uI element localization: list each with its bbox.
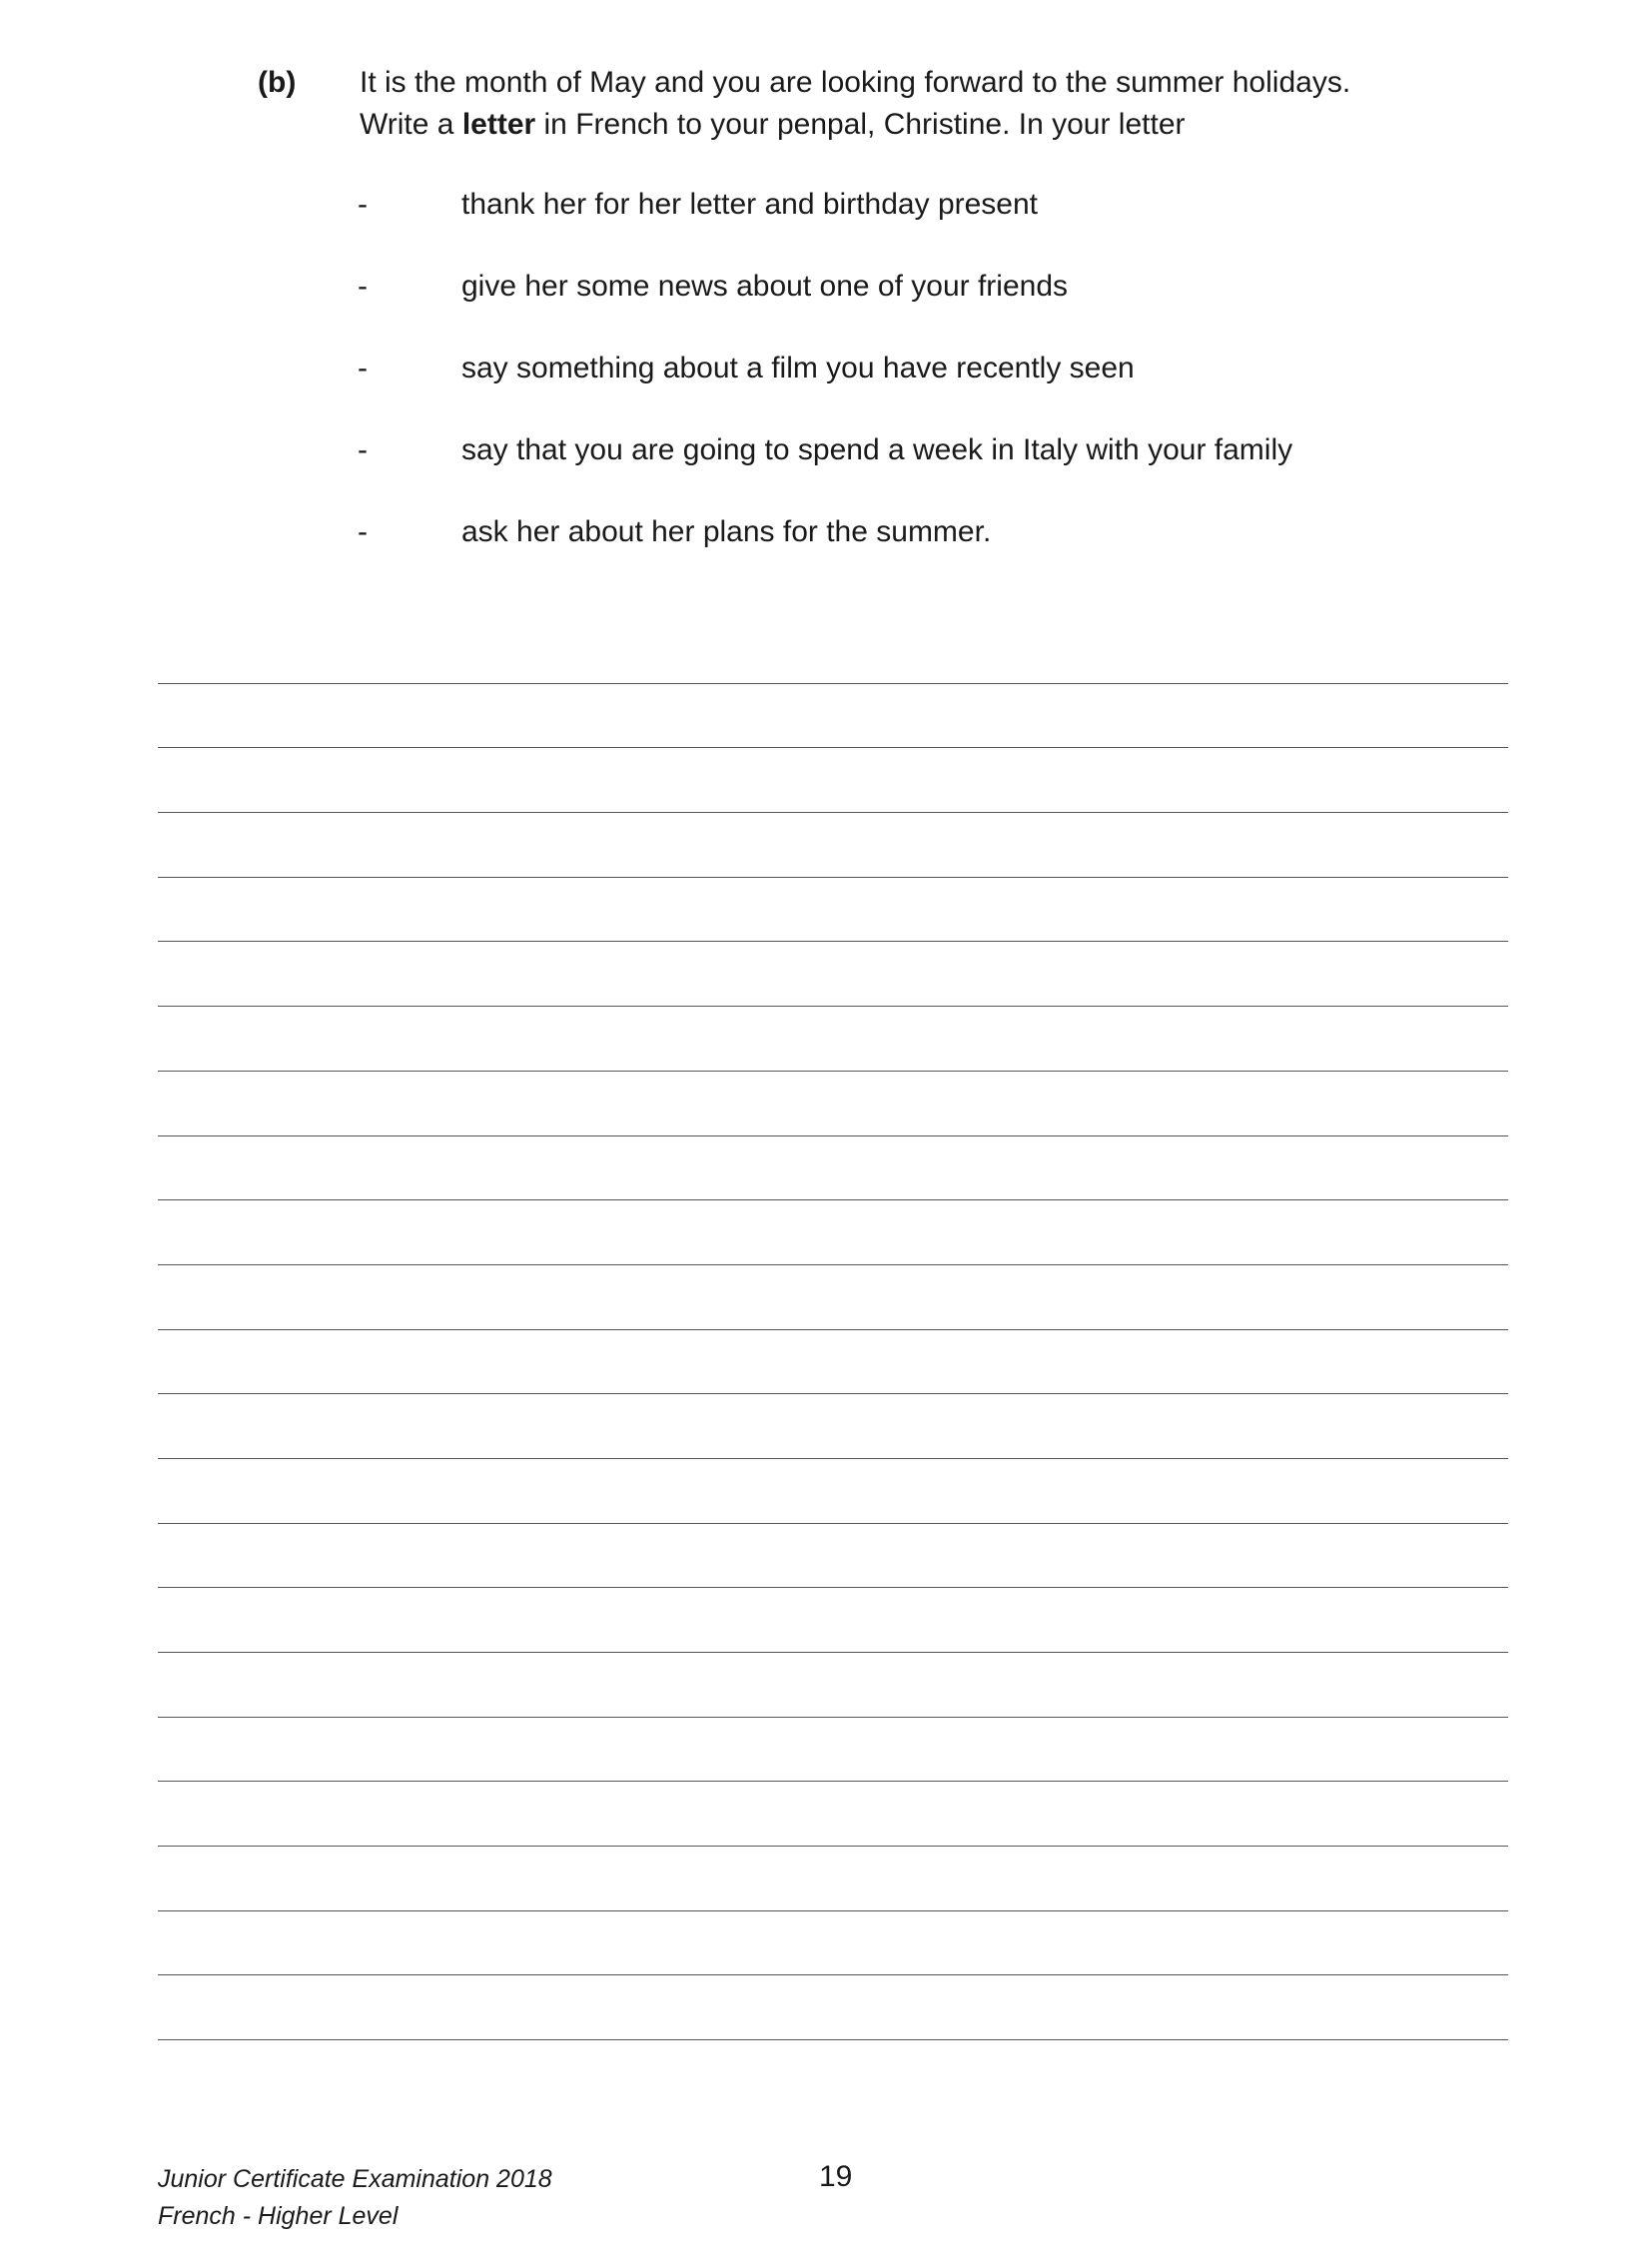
answer-line[interactable]	[158, 1459, 1508, 1524]
footer-exam-title: Junior Certificate Examination 2018	[158, 2165, 552, 2193]
task-item	[358, 266, 1476, 348]
task-text: thank her for her letter and birthday present	[461, 188, 1039, 221]
answer-line[interactable]	[158, 684, 1508, 749]
task-item	[358, 429, 1476, 511]
answer-line[interactable]	[158, 1072, 1508, 1136]
answer-line[interactable]	[158, 1136, 1508, 1201]
task-item	[358, 348, 1476, 429]
intro-line-2	[360, 104, 1478, 146]
task-list	[358, 184, 1476, 593]
answer-line[interactable]	[158, 813, 1508, 878]
task-item	[358, 184, 1476, 266]
dash-marker: -	[358, 352, 368, 384]
answer-line[interactable]	[158, 1975, 1508, 2040]
answer-line[interactable]	[158, 1007, 1508, 1072]
dash-marker: -	[358, 515, 368, 548]
question-label: (b)	[258, 66, 297, 99]
answer-line[interactable]	[158, 748, 1508, 813]
answer-line[interactable]	[158, 1653, 1508, 1718]
answer-line[interactable]	[158, 1330, 1508, 1395]
question-intro	[360, 62, 1478, 146]
answer-line[interactable]	[158, 1265, 1508, 1330]
footer-exam-level: French - Higher Level	[158, 2202, 399, 2230]
intro-bold-word: letter	[461, 108, 536, 141]
answer-line[interactable]	[158, 1588, 1508, 1653]
answer-line[interactable]	[158, 1847, 1508, 1911]
answer-writing-area[interactable]	[158, 619, 1508, 2040]
task-item	[358, 511, 1476, 593]
task-text: ask her about her plans for the summer.	[461, 515, 992, 548]
answer-line[interactable]	[158, 1524, 1508, 1589]
task-text: say that you are going to spend a week in Italy with your family	[461, 433, 1293, 466]
answer-line[interactable]	[158, 942, 1508, 1007]
answer-line[interactable]	[158, 1911, 1508, 1976]
task-text: give her some news about one of your friends	[461, 270, 1069, 303]
answer-line[interactable]	[158, 1394, 1508, 1459]
answer-line[interactable]	[158, 1718, 1508, 1783]
answer-line[interactable]	[158, 619, 1508, 684]
intro-line-2-start: Write a	[360, 108, 462, 141]
page-number: 19	[819, 2160, 853, 2193]
intro-line-2-end: in French to your penpal, Christine. In your letter	[535, 108, 1186, 141]
answer-line[interactable]	[158, 878, 1508, 943]
dash-marker: -	[358, 188, 368, 221]
answer-line[interactable]	[158, 1782, 1508, 1847]
dash-marker: -	[358, 433, 368, 466]
intro-line-1: It is the month of May and you are looking forward to the summer holidays.	[360, 66, 1351, 99]
task-text: say something about a film you have recently seen	[461, 352, 1135, 384]
footer-exam-info	[158, 2161, 552, 2235]
answer-line[interactable]	[158, 1200, 1508, 1265]
dash-marker: -	[358, 270, 368, 303]
